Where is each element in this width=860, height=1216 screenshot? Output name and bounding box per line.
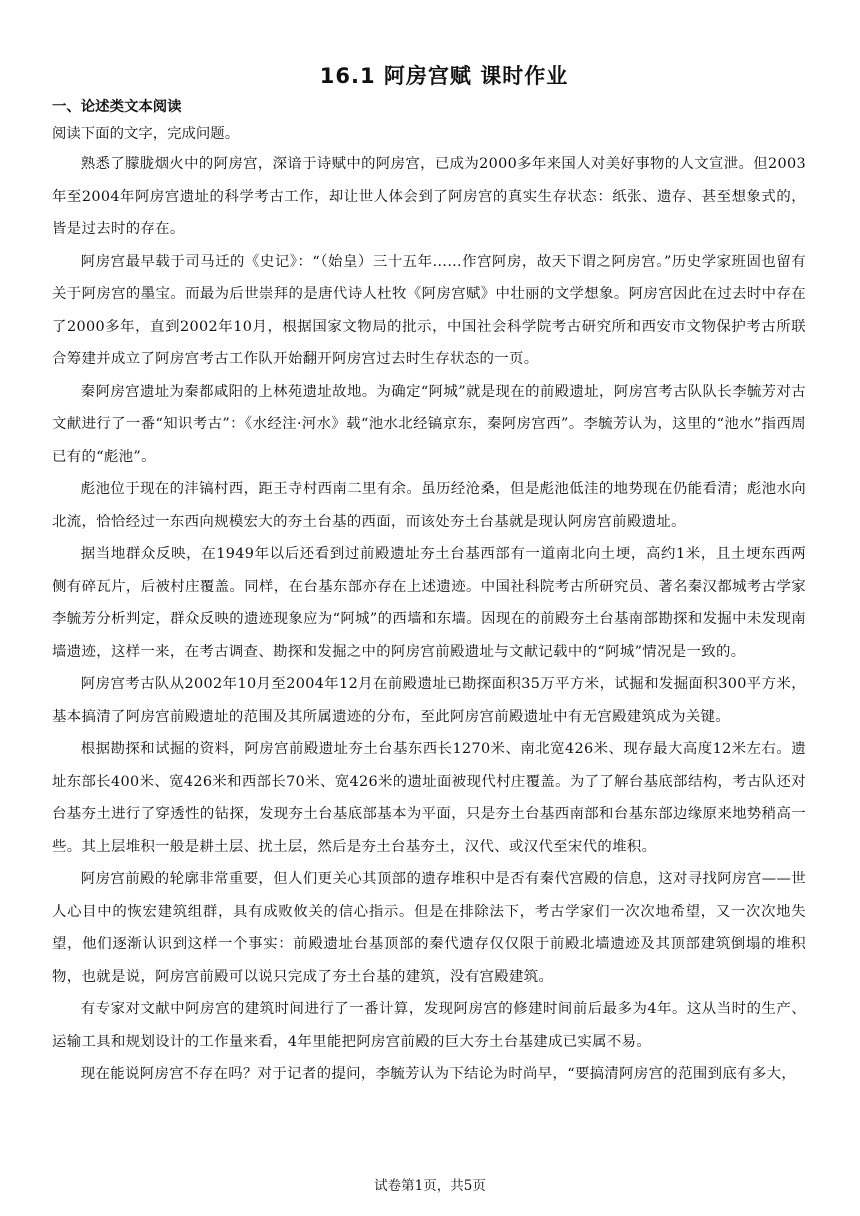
paragraph-6: 阿房宫考古队从2002年10月至2004年12月在前殿遗址已勘探面积35万平方米，试掘和发掘面积300平方米，基本搞清了阿房宫前殿遗址的范围及其所属遗迹的分布，至此阿房宫前殿遗址中有无宫殿建筑成为关键。 (52, 676, 806, 725)
paragraph-8: 阿房宫前殿的轮廓非常重要，但人们更关心其顶部的遗存堆积中是否有秦代宫殿的信息，这对寻找阿房宫——世人心目中的恢宏建筑组群，具有成败攸关的信心指示。但是在排除法下，考古学家们一次次地希望，又一次次地失望，他们逐渐认识到这样一个事实：前殿遗址台基顶部的秦代遗存仅仅限于前殿北墙遗迹及其顶部建筑倒塌的堆积物，也就是说，阿房宫前殿可以说只完成了夯土台基的建筑，没有宫殿建筑。 (52, 871, 806, 985)
paragraph-4: 彪池位于现在的沣镐村西，距王寺村西南二里有余。虽历经沧桑，但是彪池低洼的地势现在仍能看清；彪池水向北流，恰恰经过一东西向规模宏大的夯土台基的西面，而该处夯土台基就是现认阿房宫前殿遗址。 (52, 481, 806, 530)
page-title: 16.1 阿房宫赋 课时作业 (319, 64, 569, 88)
section-heading: 一、论述类文本阅读 (52, 99, 182, 115)
paragraph-5: 据当地群众反映，在1949年以后还看到过前殿遗址夯土台基西部有一道南北向土埂，高约1米，且土埂东西两侧有碎瓦片，后被村庄覆盖。同样，在台基东部亦存在上述遗迹。中国社科院考古所研究员、著名秦汉都城考古学家李毓芳分析判定，群众反映的遗迹现象应为“阿城”的西墙和东墙。因现在的前殿夯土台基南部勘探和发掘中未发现南墙遗迹，这样一来，在考古调查、勘探和发掘之中的阿房宫前殿遗址与文献记载中的“阿城”情况是一致的。 (52, 546, 806, 660)
instruction-text: 阅读下面的文字，完成问题。 (52, 126, 240, 142)
page-footer: 试卷第1页，共5页 (374, 1178, 486, 1194)
paragraph-7: 根据勘探和试掘的资料，阿房宫前殿遗址夯土台基东西长1270米、南北宽426米、现存最大高度12米左右。遗址东部长400米、宽426米和西部长70米、宽426米的遗址面被现代村庄覆盖。为了了解台基底部结构，考古队还对台基夯土进行了穿透性的钻探，发现夯土台基底部基本为平面，只是夯土台基西南部和台基东部边缘原来地势稍高一些。其上层堆积一般是耕土层、扰土层，然后是夯土台基夯土，汉代、或汉代至宋代的堆积。 (52, 741, 806, 855)
paragraph-10: 现在能说阿房宫不存在吗？对于记者的提问，李毓芳认为下结论为时尚早，“要搞清阿房宫的范围到底有多大， (80, 1066, 797, 1082)
document-page (52, 58, 806, 1091)
paragraph-3: 秦阿房宫遗址为秦都咸阳的上林苑遗址故地。为确定“阿城”就是现在的前殿遗址，阿房宫考古队队长李毓芳对古文献进行了一番“知识考古”：《水经注·河水》载“池水北经镐京东，秦阿房宫西”。李毓芳认为，这里的“池水”指西周已有的“彪池”。 (52, 383, 806, 465)
paragraph-1: 熟悉了朦胧烟火中的阿房宫，深谙于诗赋中的阿房宫，已成为2000多年来国人对美好事物的人文宣泄。但2003年至2004年阿房宫遗址的科学考古工作，却让世人体会到了阿房宫的真实生存状态：纸张、遗存、甚至想象式的，皆是过去时的存在。 (52, 156, 806, 237)
paragraph-2: 阿房宫最早载于司马迁的《史记》：“（始皇）三十五年……作宫阿房，故天下谓之阿房宫。”历史学家班固也留有关于阿房宫的墨宝。而最为后世崇拜的是唐代诗人杜牧《阿房宫赋》中壮丽的文学想象。阿房宫因此在过去时中存在了2000多年，直到2002年10月，根据国家文物局的批示，中国社会科学院考古研究所和西安市文物保护考古所联合筹建并成立了阿房宫考古工作队开始翻开阿房宫过去时生存状态的一页。 (52, 253, 806, 367)
paragraph-9: 有专家对文献中阿房宫的建筑时间进行了一番计算，发现阿房宫的修建时间前后最多为4年。这从当时的生产、运输工具和规划设计的工作量来看，4年里能把阿房宫前殿的巨大夯土台基建成已实属不易。 (52, 1001, 806, 1050)
